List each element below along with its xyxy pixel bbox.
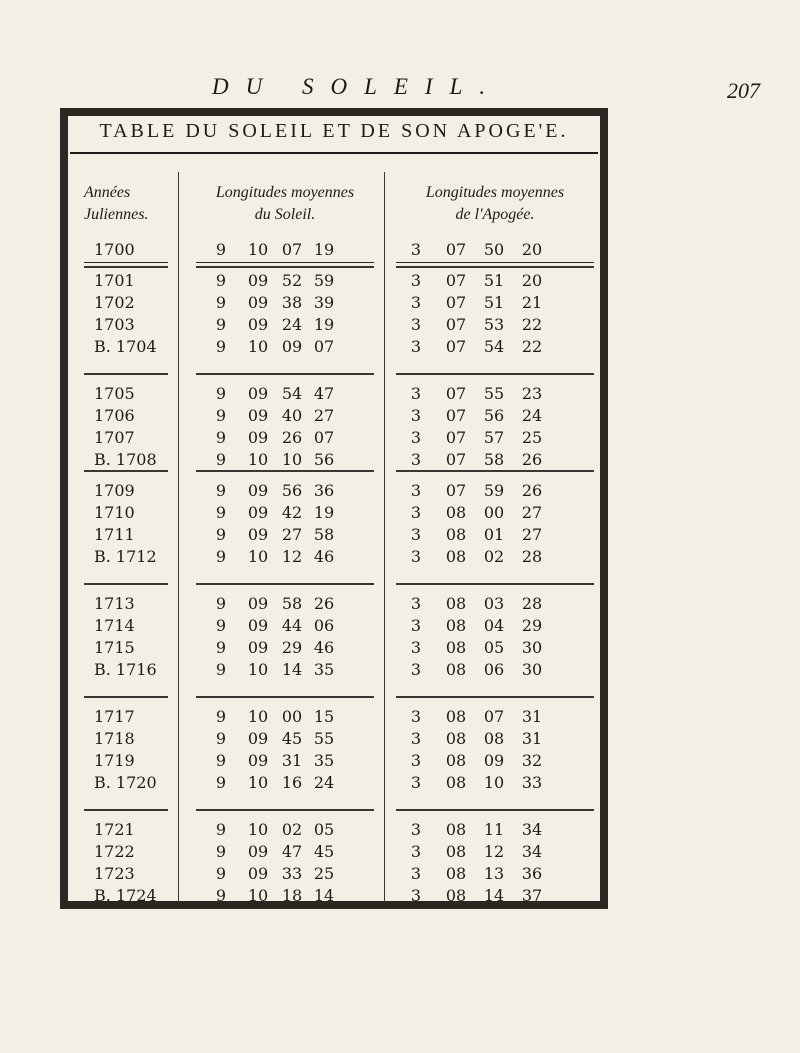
sun-value-cell: 09 xyxy=(247,638,269,657)
apogee-value-cell: 06 xyxy=(483,660,505,679)
sun-value-cell: 46 xyxy=(313,547,335,566)
apogee-value-cell: 08 xyxy=(445,525,467,544)
apogee-value-cell: 26 xyxy=(521,481,543,500)
table-row xyxy=(70,886,598,911)
sun-value-cell: 29 xyxy=(281,638,303,657)
sun-value-cell: 54 xyxy=(281,384,303,403)
year-cell: 1703 xyxy=(94,315,135,334)
sun-value-cell: 9 xyxy=(215,886,227,905)
year-cell: 1700 xyxy=(94,240,135,259)
group-separator xyxy=(196,266,374,268)
apogee-value-cell: 30 xyxy=(521,660,543,679)
apogee-value-cell: 07 xyxy=(445,315,467,334)
group-separator xyxy=(196,583,374,585)
apogee-value-cell: 08 xyxy=(445,864,467,883)
apogee-value-cell: 07 xyxy=(445,481,467,500)
apogee-value-cell: 28 xyxy=(521,594,543,613)
year-cell: 1701 xyxy=(94,271,135,290)
frame-left-border xyxy=(60,108,68,908)
group-separator xyxy=(84,266,168,268)
year-cell: 1722 xyxy=(94,842,135,861)
header-apogee-line1: Longitudes moyennes xyxy=(425,184,565,201)
sun-value-cell: 19 xyxy=(313,503,335,522)
year-cell: 1718 xyxy=(94,729,135,748)
header-sun-line1: Longitudes moyennes xyxy=(215,184,355,201)
sun-value-cell: 27 xyxy=(281,525,303,544)
apogee-value-cell: 08 xyxy=(445,660,467,679)
year-cell: B. 1704 xyxy=(94,337,157,356)
apogee-value-cell: 34 xyxy=(521,842,543,861)
apogee-value-cell: 07 xyxy=(483,707,505,726)
apogee-value-cell: 3 xyxy=(410,707,422,726)
sun-value-cell: 12 xyxy=(281,547,303,566)
apogee-value-cell: 56 xyxy=(483,406,505,425)
sun-value-cell: 19 xyxy=(313,240,335,259)
sun-value-cell: 02 xyxy=(281,820,303,839)
group-separator xyxy=(396,583,594,585)
sun-value-cell: 26 xyxy=(313,594,335,613)
sun-value-cell: 07 xyxy=(281,240,303,259)
sun-value-cell: 25 xyxy=(313,864,335,883)
header-years-line2: Juliennes. xyxy=(84,206,149,223)
sun-value-cell: 27 xyxy=(313,406,335,425)
sun-value-cell: 10 xyxy=(247,707,269,726)
sun-value-cell: 10 xyxy=(247,337,269,356)
apogee-value-cell: 08 xyxy=(445,820,467,839)
apogee-value-cell: 24 xyxy=(521,406,543,425)
apogee-value-cell: 3 xyxy=(410,315,422,334)
sun-value-cell: 38 xyxy=(281,293,303,312)
year-cell: B. 1708 xyxy=(94,450,157,469)
frame-right-border xyxy=(600,108,608,908)
apogee-value-cell: 3 xyxy=(410,773,422,792)
sun-value-cell: 9 xyxy=(215,428,227,447)
apogee-value-cell: 31 xyxy=(521,729,543,748)
sun-value-cell: 9 xyxy=(215,525,227,544)
apogee-value-cell: 08 xyxy=(445,751,467,770)
sun-value-cell: 09 xyxy=(247,481,269,500)
year-cell: 1714 xyxy=(94,616,135,635)
apogee-value-cell: 07 xyxy=(445,293,467,312)
sun-value-cell: 42 xyxy=(281,503,303,522)
apogee-value-cell: 08 xyxy=(445,707,467,726)
apogee-value-cell: 07 xyxy=(445,337,467,356)
sun-value-cell: 9 xyxy=(215,293,227,312)
sun-value-cell: 09 xyxy=(247,503,269,522)
apogee-value-cell: 3 xyxy=(410,503,422,522)
apogee-value-cell: 57 xyxy=(483,428,505,447)
sun-value-cell: 9 xyxy=(215,240,227,259)
apogee-value-cell: 05 xyxy=(483,638,505,657)
sun-value-cell: 9 xyxy=(215,773,227,792)
apogee-value-cell: 32 xyxy=(521,751,543,770)
apogee-value-cell: 08 xyxy=(445,503,467,522)
apogee-value-cell: 3 xyxy=(410,384,422,403)
year-cell: B. 1724 xyxy=(94,886,157,905)
group-separator xyxy=(396,809,594,811)
sun-value-cell: 19 xyxy=(313,315,335,334)
sun-value-cell: 9 xyxy=(215,337,227,356)
apogee-value-cell: 02 xyxy=(483,547,505,566)
group-separator xyxy=(84,373,168,375)
apogee-value-cell: 3 xyxy=(410,594,422,613)
apogee-value-cell: 08 xyxy=(445,729,467,748)
epoch-row xyxy=(70,240,598,265)
group-separator xyxy=(396,470,594,472)
table-row xyxy=(70,660,598,685)
apogee-value-cell: 20 xyxy=(521,271,543,290)
group-separator xyxy=(196,696,374,698)
apogee-value-cell: 07 xyxy=(445,240,467,259)
sun-value-cell: 9 xyxy=(215,384,227,403)
apogee-value-cell: 31 xyxy=(521,707,543,726)
sun-value-cell: 10 xyxy=(247,450,269,469)
group-separator xyxy=(196,373,374,375)
year-cell: 1723 xyxy=(94,864,135,883)
sun-value-cell: 47 xyxy=(313,384,335,403)
sun-value-cell: 36 xyxy=(313,481,335,500)
header-sun xyxy=(196,182,374,226)
year-cell: 1702 xyxy=(94,293,135,312)
apogee-value-cell: 3 xyxy=(410,525,422,544)
sun-value-cell: 35 xyxy=(313,660,335,679)
sun-value-cell: 09 xyxy=(247,293,269,312)
apogee-value-cell: 30 xyxy=(521,638,543,657)
sun-value-cell: 9 xyxy=(215,271,227,290)
sun-value-cell: 35 xyxy=(313,751,335,770)
sun-value-cell: 09 xyxy=(247,864,269,883)
apogee-value-cell: 3 xyxy=(410,481,422,500)
year-cell: 1715 xyxy=(94,638,135,657)
apogee-value-cell: 08 xyxy=(445,547,467,566)
year-cell: 1706 xyxy=(94,406,135,425)
frame-top-border xyxy=(60,108,608,116)
sun-value-cell: 09 xyxy=(247,428,269,447)
apogee-value-cell: 3 xyxy=(410,660,422,679)
sun-value-cell: 07 xyxy=(313,337,335,356)
sun-value-cell: 9 xyxy=(215,481,227,500)
sun-value-cell: 44 xyxy=(281,616,303,635)
apogee-value-cell: 07 xyxy=(445,271,467,290)
sun-value-cell: 24 xyxy=(281,315,303,334)
sun-value-cell: 9 xyxy=(215,729,227,748)
apogee-value-cell: 29 xyxy=(521,616,543,635)
sun-value-cell: 56 xyxy=(313,450,335,469)
apogee-value-cell: 01 xyxy=(483,525,505,544)
group-separator xyxy=(84,583,168,585)
page-number: 207 xyxy=(727,78,760,103)
apogee-value-cell: 25 xyxy=(521,428,543,447)
apogee-value-cell: 13 xyxy=(483,864,505,883)
sun-value-cell: 10 xyxy=(247,240,269,259)
table-title: TABLE DU SOLEIL ET DE SON APOGE'E. xyxy=(99,120,569,142)
sun-value-cell: 9 xyxy=(215,660,227,679)
apogee-value-cell: 21 xyxy=(521,293,543,312)
apogee-value-cell: 10 xyxy=(483,773,505,792)
apogee-value-cell: 3 xyxy=(410,820,422,839)
sun-value-cell: 10 xyxy=(281,450,303,469)
year-cell: 1711 xyxy=(94,525,135,544)
sun-value-cell: 9 xyxy=(215,751,227,770)
apogee-value-cell: 28 xyxy=(521,547,543,566)
apogee-value-cell: 22 xyxy=(521,337,543,356)
sun-value-cell: 9 xyxy=(215,594,227,613)
sun-value-cell: 15 xyxy=(313,707,335,726)
apogee-value-cell: 00 xyxy=(483,503,505,522)
sun-value-cell: 39 xyxy=(313,293,335,312)
sun-value-cell: 45 xyxy=(313,842,335,861)
apogee-value-cell: 3 xyxy=(410,638,422,657)
sun-value-cell: 58 xyxy=(313,525,335,544)
apogee-value-cell: 12 xyxy=(483,842,505,861)
header-apogee xyxy=(396,182,594,226)
apogee-value-cell: 33 xyxy=(521,773,543,792)
apogee-value-cell: 07 xyxy=(445,450,467,469)
sun-value-cell: 24 xyxy=(313,773,335,792)
sun-value-cell: 10 xyxy=(247,547,269,566)
apogee-value-cell: 3 xyxy=(410,751,422,770)
header-years xyxy=(84,182,174,226)
apogee-value-cell: 3 xyxy=(410,428,422,447)
apogee-value-cell: 11 xyxy=(483,820,505,839)
header-years-line1: Années xyxy=(84,184,131,201)
sun-value-cell: 09 xyxy=(247,729,269,748)
apogee-value-cell: 37 xyxy=(521,886,543,905)
table-row xyxy=(70,773,598,798)
sun-value-cell: 9 xyxy=(215,450,227,469)
year-cell: 1710 xyxy=(94,503,135,522)
apogee-value-cell: 59 xyxy=(483,481,505,500)
sun-value-cell: 9 xyxy=(215,503,227,522)
table-row xyxy=(70,337,598,362)
year-cell: 1717 xyxy=(94,707,135,726)
sun-value-cell: 9 xyxy=(215,616,227,635)
group-separator xyxy=(84,809,168,811)
sun-value-cell: 10 xyxy=(247,773,269,792)
sun-value-cell: 56 xyxy=(281,481,303,500)
apogee-value-cell: 3 xyxy=(410,616,422,635)
group-separator xyxy=(196,809,374,811)
sun-value-cell: 09 xyxy=(247,315,269,334)
year-cell: 1707 xyxy=(94,428,135,447)
apogee-value-cell: 3 xyxy=(410,406,422,425)
apogee-value-cell: 3 xyxy=(410,271,422,290)
sun-value-cell: 09 xyxy=(247,384,269,403)
apogee-value-cell: 34 xyxy=(521,820,543,839)
group-separator xyxy=(396,696,594,698)
group-separator xyxy=(396,373,594,375)
year-cell: 1721 xyxy=(94,820,135,839)
sun-value-cell: 55 xyxy=(313,729,335,748)
apogee-value-cell: 08 xyxy=(445,616,467,635)
apogee-value-cell: 03 xyxy=(483,594,505,613)
sun-value-cell: 09 xyxy=(247,842,269,861)
apogee-value-cell: 3 xyxy=(410,240,422,259)
apogee-value-cell: 3 xyxy=(410,886,422,905)
year-cell: 1705 xyxy=(94,384,135,403)
sun-value-cell: 07 xyxy=(313,428,335,447)
sun-value-cell: 59 xyxy=(313,271,335,290)
sun-value-cell: 05 xyxy=(313,820,335,839)
apogee-value-cell: 58 xyxy=(483,450,505,469)
apogee-value-cell: 20 xyxy=(521,240,543,259)
sun-value-cell: 10 xyxy=(247,886,269,905)
apogee-value-cell: 08 xyxy=(445,842,467,861)
sun-value-cell: 00 xyxy=(281,707,303,726)
year-cell: 1713 xyxy=(94,594,135,613)
running-title: DU SOLEIL. xyxy=(212,74,503,99)
sun-value-cell: 52 xyxy=(281,271,303,290)
year-cell: 1709 xyxy=(94,481,135,500)
apogee-value-cell: 08 xyxy=(445,638,467,657)
apogee-value-cell: 27 xyxy=(521,503,543,522)
sun-value-cell: 9 xyxy=(215,842,227,861)
header-apogee-line2: de l'Apogée. xyxy=(455,206,535,223)
sun-value-cell: 9 xyxy=(215,315,227,334)
apogee-value-cell: 50 xyxy=(483,240,505,259)
apogee-value-cell: 07 xyxy=(445,406,467,425)
sun-value-cell: 09 xyxy=(247,271,269,290)
apogee-value-cell: 3 xyxy=(410,293,422,312)
sun-value-cell: 09 xyxy=(247,616,269,635)
sun-value-cell: 18 xyxy=(281,886,303,905)
sun-value-cell: 06 xyxy=(313,616,335,635)
apogee-value-cell: 3 xyxy=(410,864,422,883)
sun-value-cell: 33 xyxy=(281,864,303,883)
apogee-value-cell: 54 xyxy=(483,337,505,356)
year-cell: B. 1716 xyxy=(94,660,157,679)
table-row xyxy=(70,547,598,572)
apogee-value-cell: 55 xyxy=(483,384,505,403)
sun-value-cell: 45 xyxy=(281,729,303,748)
title-rule xyxy=(70,152,598,154)
sun-value-cell: 58 xyxy=(281,594,303,613)
sun-value-cell: 14 xyxy=(281,660,303,679)
apogee-value-cell: 08 xyxy=(445,886,467,905)
sun-value-cell: 09 xyxy=(247,406,269,425)
sun-value-cell: 09 xyxy=(247,751,269,770)
apogee-value-cell: 27 xyxy=(521,525,543,544)
apogee-value-cell: 23 xyxy=(521,384,543,403)
sun-value-cell: 9 xyxy=(215,864,227,883)
apogee-value-cell: 53 xyxy=(483,315,505,334)
group-separator xyxy=(84,696,168,698)
header-sun-line2: du Soleil. xyxy=(254,206,316,223)
apogee-value-cell: 08 xyxy=(483,729,505,748)
year-cell: 1719 xyxy=(94,751,135,770)
apogee-value-cell: 51 xyxy=(483,271,505,290)
apogee-value-cell: 07 xyxy=(445,384,467,403)
apogee-value-cell: 51 xyxy=(483,293,505,312)
sun-value-cell: 09 xyxy=(281,337,303,356)
sun-value-cell: 16 xyxy=(281,773,303,792)
apogee-value-cell: 04 xyxy=(483,616,505,635)
apogee-value-cell: 22 xyxy=(521,315,543,334)
apogee-value-cell: 09 xyxy=(483,751,505,770)
group-separator xyxy=(396,266,594,268)
sun-value-cell: 9 xyxy=(215,547,227,566)
year-cell: B. 1720 xyxy=(94,773,157,792)
apogee-value-cell: 26 xyxy=(521,450,543,469)
sun-value-cell: 09 xyxy=(247,525,269,544)
apogee-value-cell: 3 xyxy=(410,729,422,748)
apogee-value-cell: 08 xyxy=(445,773,467,792)
apogee-value-cell: 3 xyxy=(410,337,422,356)
group-separator xyxy=(196,470,374,472)
apogee-value-cell: 08 xyxy=(445,594,467,613)
sun-value-cell: 9 xyxy=(215,707,227,726)
sun-value-cell: 10 xyxy=(247,820,269,839)
sun-value-cell: 46 xyxy=(313,638,335,657)
sun-value-cell: 9 xyxy=(215,820,227,839)
apogee-value-cell: 3 xyxy=(410,547,422,566)
year-cell: B. 1712 xyxy=(94,547,157,566)
apogee-value-cell: 14 xyxy=(483,886,505,905)
sun-value-cell: 09 xyxy=(247,594,269,613)
apogee-value-cell: 3 xyxy=(410,450,422,469)
sun-value-cell: 9 xyxy=(215,406,227,425)
apogee-value-cell: 3 xyxy=(410,842,422,861)
sun-value-cell: 26 xyxy=(281,428,303,447)
sun-value-cell: 47 xyxy=(281,842,303,861)
apogee-value-cell: 36 xyxy=(521,864,543,883)
sun-value-cell: 40 xyxy=(281,406,303,425)
apogee-value-cell: 07 xyxy=(445,428,467,447)
sun-value-cell: 31 xyxy=(281,751,303,770)
group-separator xyxy=(84,470,168,472)
sun-value-cell: 10 xyxy=(247,660,269,679)
sun-value-cell: 9 xyxy=(215,638,227,657)
sun-value-cell: 14 xyxy=(313,886,335,905)
